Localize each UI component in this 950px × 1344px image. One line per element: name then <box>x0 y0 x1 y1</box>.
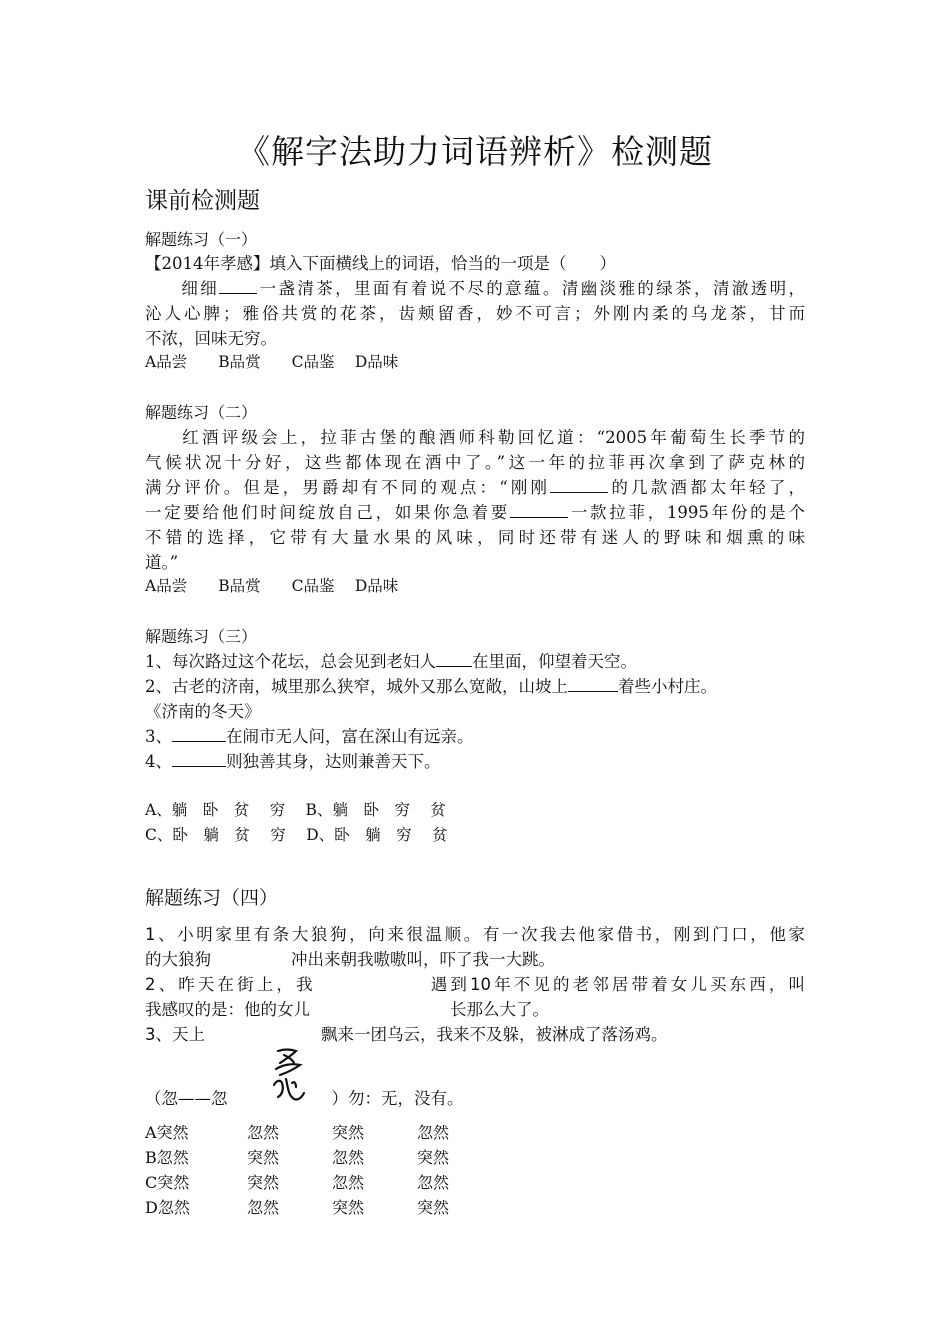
ex2-line2: 气候状况十分好，这些都体现在酒中了。”这一年的拉菲再次拿到了萨克林的 <box>145 453 805 472</box>
option-word: 突然 <box>247 1173 280 1192</box>
ex2-passage <box>145 425 805 575</box>
ex3-q2-source: 《济南的冬天》 <box>145 702 261 721</box>
option-word: 突然 <box>417 1148 450 1167</box>
blank-line <box>172 750 226 767</box>
ex4-questions <box>145 922 805 1047</box>
ex4-q2-line2: 我感叹的是：他的女儿 长那么大了。 <box>145 1000 549 1019</box>
ex1-para-line3: 不浓，回味无穷。 <box>145 329 277 348</box>
ex2-line4: 一定要给他们时间绽放自己，如果你急着要 一款拉菲，1995年份的是个 <box>145 503 805 522</box>
option-word: 突然 <box>332 1123 365 1142</box>
option-label-word: D忽然 <box>145 1198 190 1217</box>
ex3-q1: 1、每次路过这个花坛，总会见到老妇人 在里面，仰望着天空。 <box>145 652 637 671</box>
ex4-heading: 解题练习（四） <box>145 887 279 909</box>
blank-line <box>436 650 472 667</box>
ex1-para-line2: 沁人心脾；雅俗共赏的花茶，齿颊留香，妙不可言；外刚内柔的乌龙茶，甘而 <box>145 304 805 323</box>
ex1-para-line1: 细细 一盏清茶，里面有着说不尽的意蕴。清幽淡雅的绿茶，清澈透明， <box>179 279 805 298</box>
ex4-q2-line1: 2、昨天在街上，我 遇到10年不见的老邻居带着女儿买东西，叫 <box>145 975 805 994</box>
option-word: 突然 <box>247 1148 280 1167</box>
blank-line <box>550 476 608 493</box>
option-word: 忽然 <box>247 1123 280 1142</box>
ex4-q3: 3、天上 飘来一团乌云，我来不及躲，被淋成了落汤鸡。 <box>145 1025 668 1044</box>
ex2-options: A品尝 B品赏 C品鉴 D品味 <box>145 577 399 595</box>
ex1-options: A品尝 B品赏 C品鉴 D品味 <box>145 353 399 371</box>
option-word: 忽然 <box>332 1173 365 1192</box>
ex2-heading: 解题练习（二） <box>145 403 258 422</box>
ex1-heading: 解题练习（一） <box>145 230 258 249</box>
ex4-q1-line2: 的大狼狗 冲出来朝我嗷嗷叫，吓了我一大跳。 <box>145 950 555 969</box>
option-word: 忽然 <box>332 1148 365 1167</box>
section-subtitle: 课前检测题 <box>145 188 260 214</box>
option-word: 忽然 <box>417 1123 450 1142</box>
ex1-question <box>145 251 805 351</box>
ex2-line1: 红酒评级会上，拉菲古堡的酿酒师科勒回忆道：“2005年葡萄生长季节的 <box>179 428 805 447</box>
option-label-word: B忽然 <box>145 1148 189 1167</box>
ex3-q4: 4、 则独善其身，达则兼善天下。 <box>145 752 441 771</box>
blank-line <box>172 725 226 742</box>
option-word: 忽然 <box>247 1198 280 1217</box>
blank-line <box>219 277 257 294</box>
ex3-options-cd: C、卧 躺 贫 穷 D、卧 躺 穷 贫 <box>145 826 448 844</box>
ex4-note: （忽——忽 ）勿：无，没有。 <box>145 1089 464 1108</box>
option-word: 忽然 <box>417 1173 450 1192</box>
blank-line <box>510 501 568 518</box>
ex3-heading: 解题练习（三） <box>145 627 258 646</box>
ex3-questions <box>145 649 805 774</box>
ex2-line5: 不错的选择，它带有大量水果的风味，同时还带有迷人的野味和烟熏的味 <box>145 528 805 547</box>
option-word: 突然 <box>417 1198 450 1217</box>
option-word: 突然 <box>332 1198 365 1217</box>
ex2-line6: 道。” <box>145 553 179 572</box>
ex3-q2: 2、古老的济南，城里那么狭窄，城外又那么宽敞，山坡上 着些小村庄。 <box>145 677 717 696</box>
ex1-line1: 【2014年孝感】填入下面横线上的词语，恰当的一项是（ ） <box>145 254 616 273</box>
blank-line <box>568 675 618 692</box>
option-label-word: A突然 <box>145 1123 189 1142</box>
ex4-q1-line1: 1、小明家里有条大狼狗，向来很温顺。有一次我去他家借书，刚到门口，他家 <box>145 925 805 944</box>
ex3-q3: 3、 在闹市无人问，富在深山有远亲。 <box>145 727 474 746</box>
ex2-line3: 满分评价。但是，男爵却有不同的观点：“刚刚 的几款酒都太年轻了， <box>145 478 806 497</box>
option-label-word: C突然 <box>145 1173 190 1192</box>
ex3-options-ab: A、躺 卧 贫 穷 B、躺 卧 穷 贫 <box>145 801 446 819</box>
page-title: 《解字法助力词语辨析》检测题 <box>237 132 713 171</box>
